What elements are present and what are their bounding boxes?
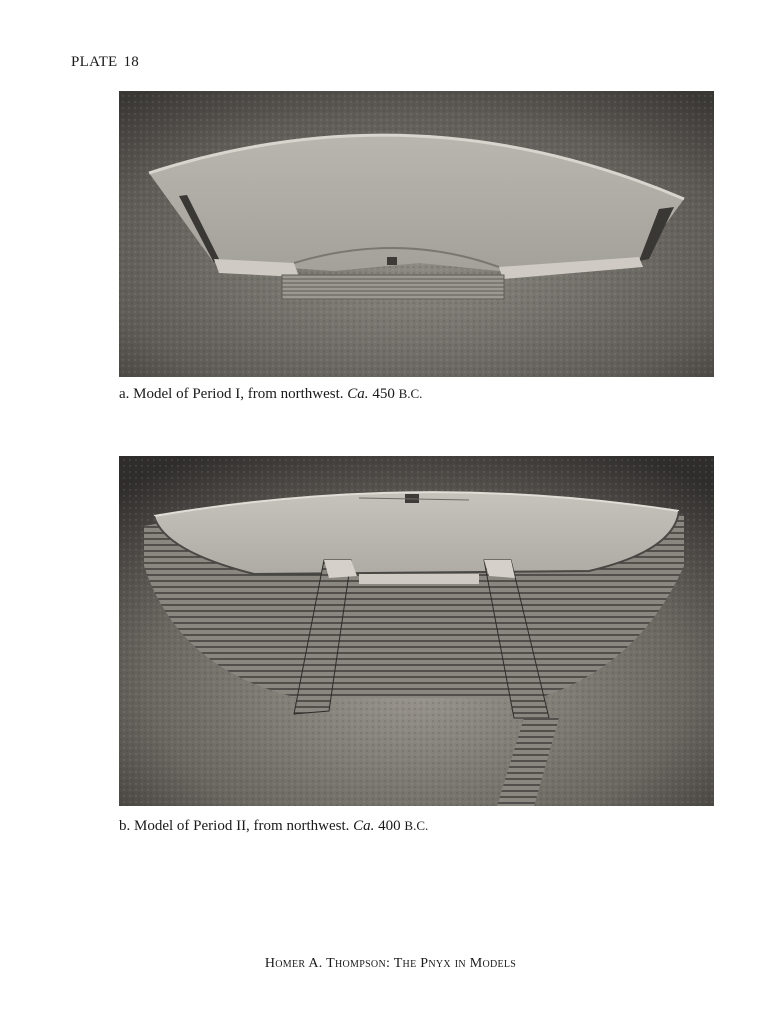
caption-a-text: a. Model of Period I, from northwest. [119,386,344,402]
plate-label: PLATE [71,54,118,70]
caption-b-year: 400 [378,818,401,834]
plate-number: 18 [123,54,140,70]
running-footer: Homer A. Thompson: The Pnyx in Models [264,956,517,971]
period-two-model-image [119,456,714,806]
period-one-model-image [119,91,714,377]
caption-b-text: b. Model of Period II, from northwest. [119,818,350,834]
photo-period-one-model [119,91,714,377]
caption-figure-b [119,818,428,835]
caption-a-era: B.C. [398,386,423,401]
plate-heading [71,54,139,71]
caption-b-circa: Ca. [353,818,375,834]
caption-b-era: B.C. [404,818,429,833]
caption-a-year: 450 [372,386,395,402]
caption-figure-a [119,386,422,403]
photo-period-two-model [119,456,714,806]
caption-a-circa: Ca. [347,386,369,402]
